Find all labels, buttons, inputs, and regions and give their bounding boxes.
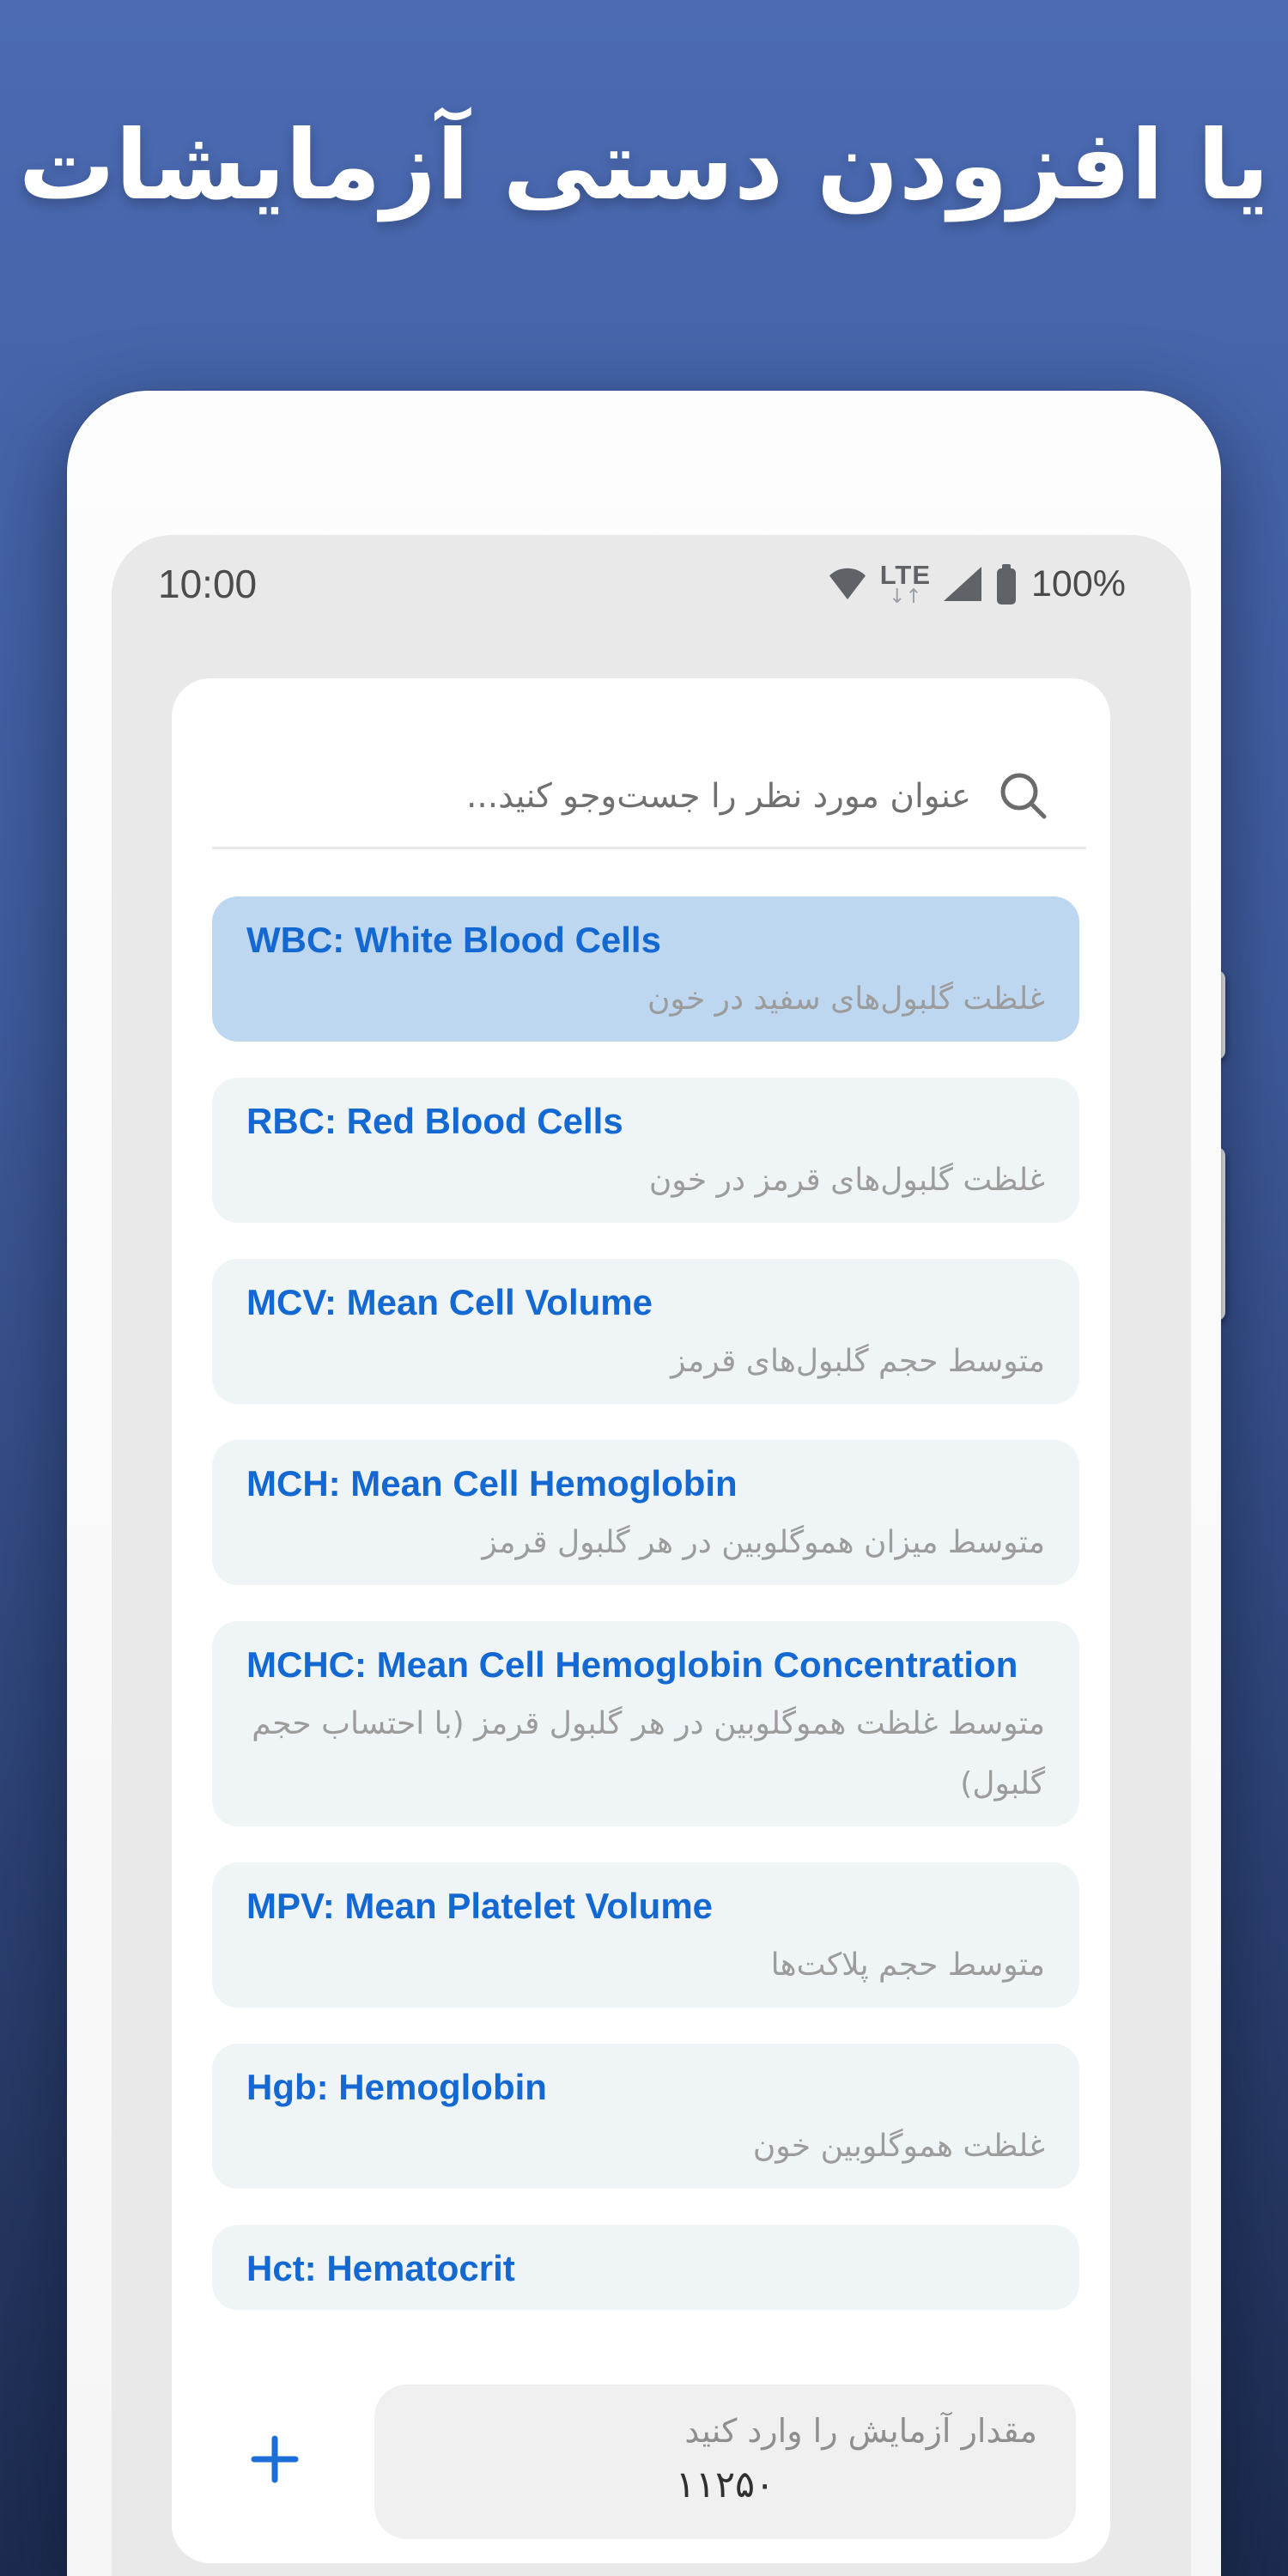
list-item-wbc[interactable] <box>212 896 1079 1042</box>
test-subtitle: متوسط میزان هموگلوبین در هر گلبول قرمز <box>482 1525 1045 1560</box>
status-bar <box>112 535 1191 624</box>
data-arrows-icon: ↓↑ <box>889 585 922 608</box>
battery-percent-text: 100% <box>1031 562 1126 605</box>
test-title: WBC: White Blood Cells <box>246 920 661 960</box>
test-title: Hct: Hematocrit <box>246 2248 515 2288</box>
test-title: RBC: Red Blood Cells <box>246 1101 623 1141</box>
phone-mockup <box>67 391 1221 2576</box>
list-item-mcv[interactable] <box>212 1259 1079 1404</box>
test-list <box>172 849 1110 2310</box>
test-title: MCV: Mean Cell Volume <box>246 1282 653 1322</box>
test-subtitle: غلظت گلبول‌های سفید در خون <box>647 981 1045 1017</box>
cell-signal-icon <box>944 567 981 601</box>
status-icons <box>828 559 1126 608</box>
test-title: Hgb: Hemoglobin <box>246 2067 547 2107</box>
list-item-rbc[interactable] <box>212 1078 1079 1223</box>
search-icon <box>997 769 1050 823</box>
value-input-value: ۱۱۲۵۰ <box>675 2464 775 2506</box>
test-title: MPV: Mean Platelet Volume <box>246 1886 714 1926</box>
lte-label: LTE <box>879 559 932 590</box>
battery-icon <box>994 564 1018 605</box>
list-item-mpv[interactable] <box>212 1862 1079 2008</box>
search-modal-card <box>172 678 1110 2563</box>
list-item-hct[interactable] <box>212 2225 1079 2310</box>
test-title: MCHC: Mean Cell Hemoglobin Concentration <box>246 1644 1018 1685</box>
network-type-indicator <box>879 559 932 608</box>
search-placeholder: عنوان مورد نظر را جست‌وجو کنید... <box>466 776 971 816</box>
test-subtitle: متوسط حجم گلبول‌های قرمز <box>671 1344 1045 1379</box>
test-title: MCH: Mean Cell Hemoglobin <box>246 1463 738 1504</box>
test-subtitle: متوسط حجم پلاکت‌ها <box>770 1947 1045 1983</box>
list-item-hgb[interactable] <box>212 2044 1079 2189</box>
value-input-label: مقدار آزمایش را وارد کنید <box>684 2412 1037 2450</box>
page-title: یا افزودن دستی آزمایشات <box>18 110 1270 222</box>
clock-text: 10:00 <box>158 562 258 606</box>
search-input[interactable] <box>172 678 1110 847</box>
phone-screen <box>112 535 1191 2576</box>
list-item-mch[interactable] <box>212 1440 1079 1585</box>
test-subtitle: غلظت گلبول‌های قرمز در خون <box>648 1163 1045 1198</box>
plus-icon <box>251 2435 299 2483</box>
value-entry-footer <box>172 2361 1110 2563</box>
add-test-button[interactable] <box>249 2433 301 2485</box>
list-item-mchc[interactable] <box>212 1621 1079 1826</box>
test-subtitle: غلظت هموگلوبین خون <box>752 2129 1045 2164</box>
test-subtitle: متوسط غلظت هموگلوبین در هر گلبول قرمز (با احتساب حجم گلبول) <box>252 1706 1045 1801</box>
wifi-icon <box>828 566 867 602</box>
test-value-input[interactable] <box>374 2385 1076 2539</box>
